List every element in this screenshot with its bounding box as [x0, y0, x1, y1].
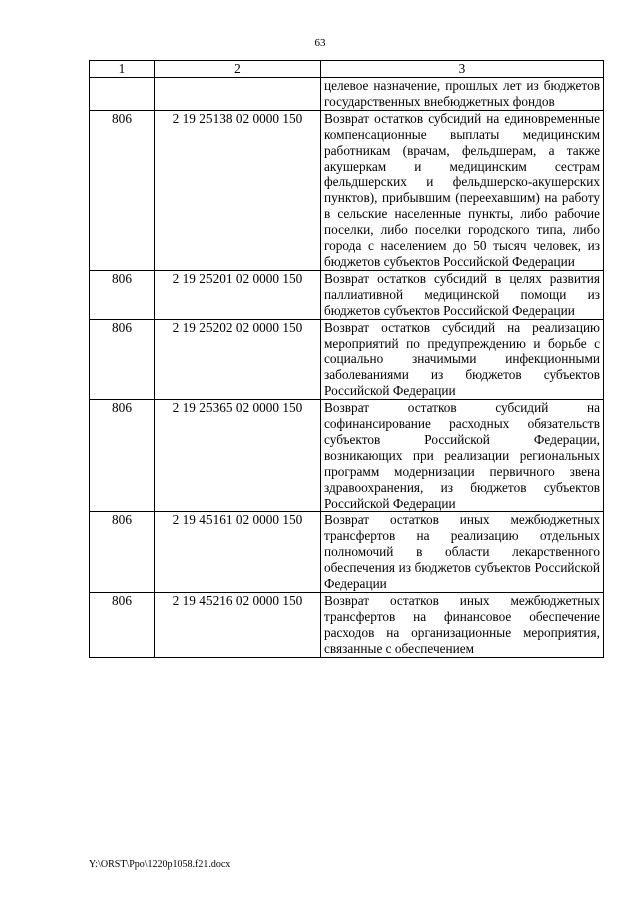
budget-codes-table	[89, 60, 604, 658]
table-row	[90, 593, 604, 658]
table-header-row	[90, 61, 604, 78]
budget-code-cell: 2 19 25202 02 0000 150	[155, 319, 321, 400]
table-row	[90, 270, 604, 319]
admin-code-cell: 806	[90, 270, 155, 319]
table-row	[90, 110, 604, 270]
table-header-cell: 1	[90, 61, 155, 78]
table-header-cell: 2	[155, 61, 321, 78]
description-cell: Возврат остатков субсидий на реализацию мероприятий по предупреждению и борьбе с социально значимыми инфекционными заболеваниями из бюджетов субъектов Российской Федерации	[321, 319, 604, 400]
admin-code-cell	[90, 78, 155, 111]
admin-code-cell: 806	[90, 319, 155, 400]
budget-code-cell: 2 19 25138 02 0000 150	[155, 110, 321, 270]
budget-code-cell: 2 19 45161 02 0000 150	[155, 512, 321, 593]
description-cell: целевое назначение, прошлых лет из бюджетов государственных внебюджетных фондов	[321, 78, 604, 111]
page-number: 63	[314, 37, 326, 49]
description-cell: Возврат остатков субсидий в целях развития паллиативной медицинской помощи из бюджетов субъектов Российской Федерации	[321, 270, 604, 319]
admin-code-cell: 806	[90, 512, 155, 593]
footer-file-path: Y:\ORST\Ppo\1220p1058.f21.docx	[89, 859, 231, 870]
table-row	[90, 78, 604, 111]
table-row	[90, 319, 604, 400]
budget-code-cell: 2 19 25201 02 0000 150	[155, 270, 321, 319]
description-cell: Возврат остатков субсидий на софинансирование расходных обязательств субъектов Российской Федерации, возникающих при реализации региональных программ модернизации первичного звена здравоохранения, из бюджетов субъектов Российской Федерации	[321, 400, 604, 512]
admin-code-cell: 806	[90, 400, 155, 512]
description-cell: Возврат остатков иных межбюджетных трансфертов на финансовое обеспечение расходов на организационные мероприятия, связанные с обеспечением	[321, 593, 604, 658]
admin-code-cell: 806	[90, 110, 155, 270]
table-header-cell: 3	[321, 61, 604, 78]
table-row	[90, 512, 604, 593]
budget-code-cell	[155, 78, 321, 111]
description-cell: Возврат остатков иных межбюджетных трансфертов на реализацию отдельных полномочий в области лекарственного обеспечения из бюджетов субъектов Российской Федерации	[321, 512, 604, 593]
table-row	[90, 400, 604, 512]
budget-code-cell: 2 19 25365 02 0000 150	[155, 400, 321, 512]
description-cell: Возврат остатков субсидий на единовременные компенсационные выплаты медицинским работникам (врачам, фельдшерам, а также акушеркам и медицинским сестрам фельдшерских и фельдшерско-акушерских пунктов), прибывшим (переехавшим) на работу в сельские населенные пункты, либо рабочие поселки, либо поселки городского типа, либо города с населением до 50 тысяч человек, из бюджетов субъектов Российской Федерации	[321, 110, 604, 270]
budget-code-cell: 2 19 45216 02 0000 150	[155, 593, 321, 658]
admin-code-cell: 806	[90, 593, 155, 658]
